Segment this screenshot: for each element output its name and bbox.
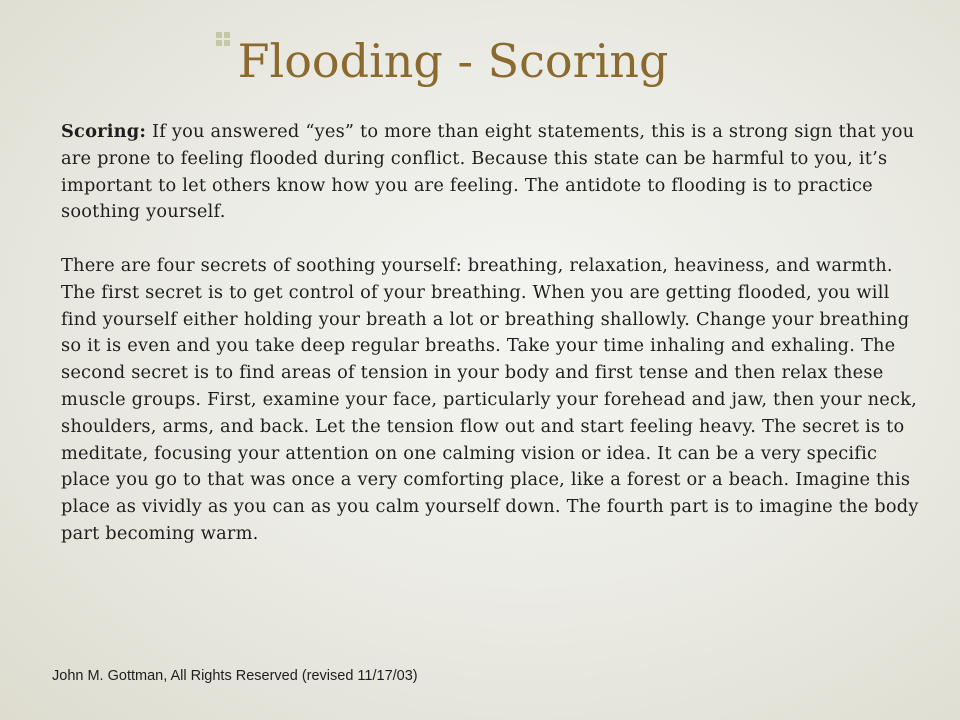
- scoring-text: If you answered “yes” to more than eight statements, this is a strong sign that you are prone to feeling flooded during conflict. Because this state can be harmful to you, it’s important to let others know how you are feeling. The antidote to flooding is to practice soothing yourself.: [61, 121, 915, 223]
- copyright-footer: John M. Gottman, All Rights Reserved (revised 11/17/03): [52, 668, 418, 684]
- soothing-paragraph: There are four secrets of soothing yourself: breathing, relaxation, heaviness, and warmth. The first secret is to get control of your breathing. When you are getting flooded, you will find yourself either holding your breath a lot or breathing shallowly. Change your breathing so it is even and you take deep regular breaths. Take your time inhaling and exhaling. The second secret is to find areas of tension in your body and first tense and then relax these muscle groups. First, examine your face, particularly your forehead and jaw, then your neck, shoulders, arms, and back. Let the tension flow out and start feeling heavy. The secret is to meditate, focusing your attention on one calming vision or idea. It can be a very specific place you go to that was once a very comforting place, like a forest or a beach. Imagine this place as vividly as you can as you calm yourself down. The fourth part is to imagine the body part becoming warm.: [61, 254, 919, 544]
- slide-title: Flooding - Scoring: [237, 34, 669, 88]
- slide-body: [61, 119, 919, 548]
- scoring-paragraph: [61, 119, 919, 226]
- scoring-lead: Scoring:: [61, 121, 147, 142]
